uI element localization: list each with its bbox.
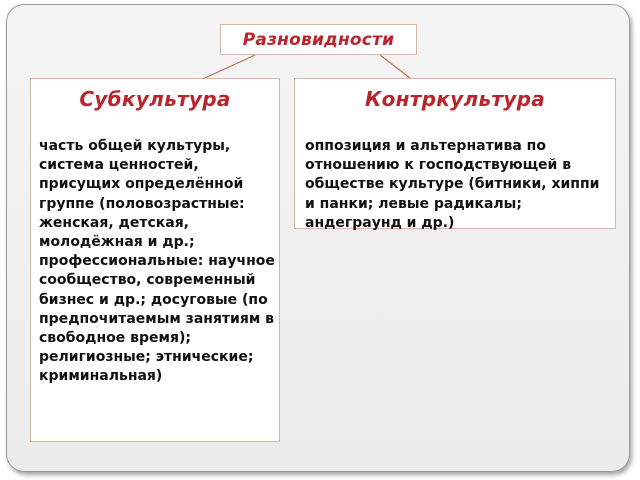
- subculture-node: [30, 78, 280, 442]
- counterculture-node: [294, 78, 616, 229]
- subculture-text: часть общей культуры, система ценностей, присущих определённой группе (половозрастные: женская, детская, молодёжная и др.; профессиональные: научное сообщество, современный бизнес и др.; досуговые (по предпочитаемым занятиям в свободное время); религиозные; этнические; криминальная): [39, 138, 275, 385]
- root-node: [220, 24, 417, 55]
- counterculture-text: оппозиция и альтернатива по отношению к господствующей в обществе культуре (битники, хиппи и панки; левые радикалы; андеграунд и др.): [305, 138, 600, 231]
- connector-right: [380, 55, 410, 78]
- subculture-heading: Субкультура: [79, 87, 231, 111]
- root-label: Разновидности: [242, 29, 395, 50]
- connector-left: [205, 55, 255, 78]
- counterculture-heading: Контркультура: [364, 87, 546, 111]
